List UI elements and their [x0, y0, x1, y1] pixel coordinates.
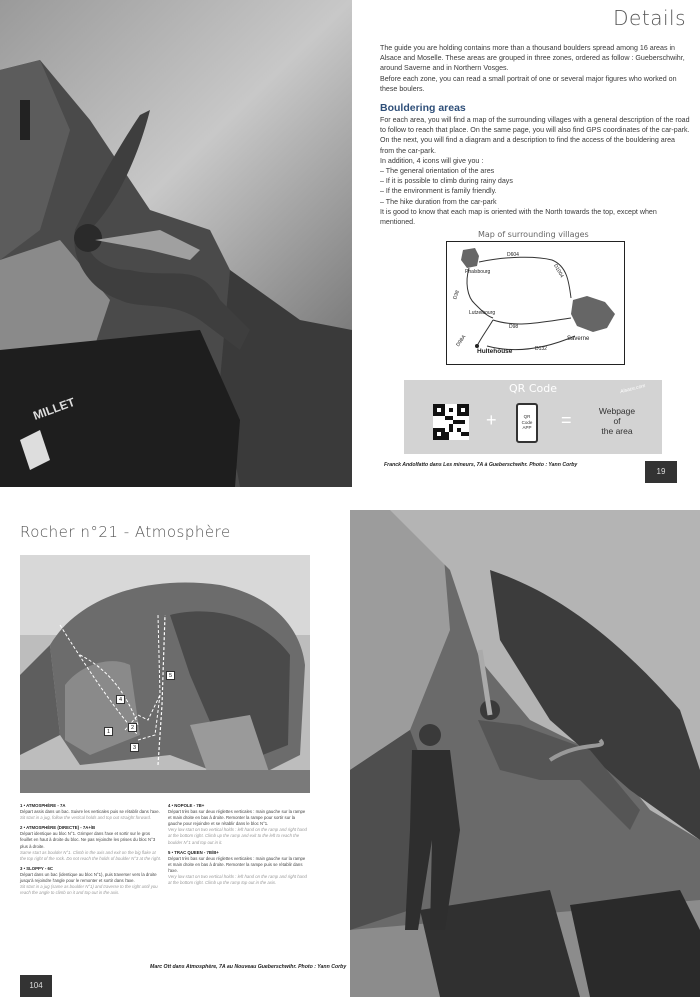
route-name: 1 • ATMOSPHÈRE - 7A	[20, 803, 66, 808]
bottom-spread	[0, 510, 700, 997]
route-description-fr: Départ assis dans un bac. Suivre les verticales puis se rétablir dans l'axe.	[20, 809, 160, 815]
text-line: – If it is possible to climb during rainy days	[380, 177, 513, 186]
route-name: 2 • ATMOSPHÈRE (DIRECTE) - 7A+/B	[20, 825, 96, 831]
intro-text	[380, 43, 690, 94]
photo-caption: Marc Ott dans Atmosphère, 7A au Nouveau Gueberschwihr. Photo : Yann Corby	[150, 964, 347, 970]
qr-code-icon	[433, 404, 469, 440]
route-entry	[20, 825, 162, 862]
route-marker: 2	[128, 723, 137, 732]
route-entry	[20, 866, 162, 896]
climber-photo-bottom	[350, 510, 700, 997]
route-list-right	[168, 803, 310, 890]
climber-photo-top-image	[0, 0, 352, 487]
route-list-left	[20, 803, 162, 900]
text-line: It is good to know that each map is oriented with the North towards the top, except when mentioned.	[380, 207, 657, 227]
webpage-line: Webpage	[598, 406, 636, 416]
route-description-en: Sit start in a jug (same as boulder N°1) and traverse to the right until you reach the angle to climb on it and top out in the axis.	[20, 884, 158, 896]
route-name: 3 • SLOPPY - 6C	[20, 865, 53, 871]
route-marker: 5	[166, 671, 175, 680]
phone-text-line: APP	[522, 425, 532, 430]
route-description-fr: Départ identique au bloc N°1. Grimper dans l'axe et sortir sur le gros feuillet en haut à droite du bloc. Ne pas rejoindre les prises du bloc N°3 plus à droite.	[20, 831, 156, 849]
intro-paragraph: Before each zone, you can read a small portrait of one or several major figures who worked on these boulers.	[380, 74, 677, 93]
route-description-en: Sit start in a jug, follow the vertical holds and top out straight forward.	[20, 815, 152, 821]
route-entry	[20, 803, 162, 821]
route-name: 5 • TRAC QUEEN - 7B/B+	[168, 849, 219, 855]
page-number: 104	[20, 975, 52, 997]
intro-paragraph: The guide you are holding contains more than a thousand boulders spread among 16 areas in Alsace and Moselle. These areas are grouped in three zones, ordered as follow : Gueberschwihr, around Saverne and in Northern Vosges.	[380, 44, 685, 73]
phone-text-line: Code	[521, 419, 533, 425]
text-line: – The hike duration from the car-park	[380, 197, 497, 206]
qr-code-panel	[404, 380, 662, 454]
map-label-saverne: Saverne	[567, 336, 590, 342]
map-label-d604: D604	[507, 252, 519, 258]
route-description-fr: Départ très bas sur deux réglettes verticales : main gauche sur la rampe et main droite en bas à droite. Remonter la rampe pour sortir sur la gauche pour rejoindre et se rétablir dans le bloc N°1.	[168, 809, 306, 827]
top-spread	[0, 0, 700, 487]
boulder-topo-photo	[20, 555, 310, 793]
route-marker: 1	[104, 727, 113, 736]
climber-photo-top	[0, 0, 352, 487]
route-description-en: Very low start on two vertical holds : left hand on the ramp and right hand at the bottom right. Climb up the ramp top out in the axis.	[168, 874, 307, 886]
qr-title: QR Code	[509, 382, 557, 395]
boulder-topo-image	[20, 555, 310, 793]
route-description-fr: Départ très bas sur deux réglettes verticales : main gauche sur la rampe et main droite en bas à droite. Remonter la rampe puis se rétablir dans l'axe.	[168, 855, 306, 873]
text-line: In addition, 4 icons will give you :	[380, 156, 484, 165]
map-label-d1004: D1004	[552, 263, 565, 279]
page-title: Rocher n°21 - Atmosphère	[20, 523, 231, 541]
phone-text	[518, 414, 536, 431]
route-description-en: Very low start on two vertical holds : left hand on the ramp and right hand at the bottom right. Climb up the ramp and exit to the left to reach the boulder N°1 and top out in it.	[168, 827, 307, 845]
map-label-hultehouse: Hultehouse	[477, 348, 513, 355]
route-entry	[168, 850, 310, 887]
text-line: – The general orientation of the ares	[380, 167, 495, 176]
village-map	[446, 241, 625, 365]
route-name: 4 • NOPOLE - 7B+	[168, 803, 205, 808]
phone-text-line: QR	[523, 414, 531, 419]
route-entry	[168, 803, 310, 846]
qr-badge: Alsace.com	[619, 382, 647, 396]
section-heading: Bouldering areas	[380, 102, 466, 114]
page-number: 19	[645, 461, 677, 483]
text-line: For each area, you will find a map of the surrounding villages with a general description of the road to follow to reach that place. On the same page, you will also find GPS coordinates of the car-park. On the next, you will find a diagram and a description to find the access of the bouldering area from the car-park.	[380, 116, 690, 155]
page-title: Details	[613, 6, 686, 30]
route-description-en: Same start as boulder N°1. Climb in the axis and exit on the big flake at the top right of the rock. Do not reach the holds of boulder N°3 at the right.	[20, 849, 161, 861]
webpage-line: of	[613, 416, 621, 426]
map-title: Map of surrounding villages	[478, 230, 589, 239]
climber-photo-bottom-image	[350, 510, 700, 997]
map-label-lutzelbourg: Lutzelbourg	[469, 310, 496, 316]
route-marker: 4	[116, 695, 125, 704]
webpage-label	[589, 406, 645, 436]
equals-sign: =	[561, 410, 572, 430]
map-label-d38: D38	[452, 289, 461, 301]
photo-caption: Franck Andolfatto dans Les mineurs, 7A à Gueberschwihr. Photo : Yann Corby	[384, 462, 578, 468]
map-label-d98a: D98A	[455, 334, 468, 348]
route-marker: 3	[130, 743, 139, 752]
bouldering-text	[380, 115, 690, 227]
phone-icon	[516, 403, 538, 443]
text-line: – If the environment is family friendly.	[380, 187, 497, 196]
map-label-d98: D98	[509, 324, 519, 330]
map-label-d132: D132	[535, 346, 547, 352]
plus-sign: +	[486, 410, 497, 430]
webpage-line: the area	[601, 426, 633, 436]
svg-text:MILLET: MILLET	[31, 394, 77, 423]
map-label-phalsbourg: Phalsbourg	[465, 269, 491, 275]
route-description-fr: Départ dans un bac (identique au bloc N°1), puis traverser vers la droite jusqu'à rejoindre l'angle pour le remonter et sortir dans l'axe.	[20, 871, 157, 884]
